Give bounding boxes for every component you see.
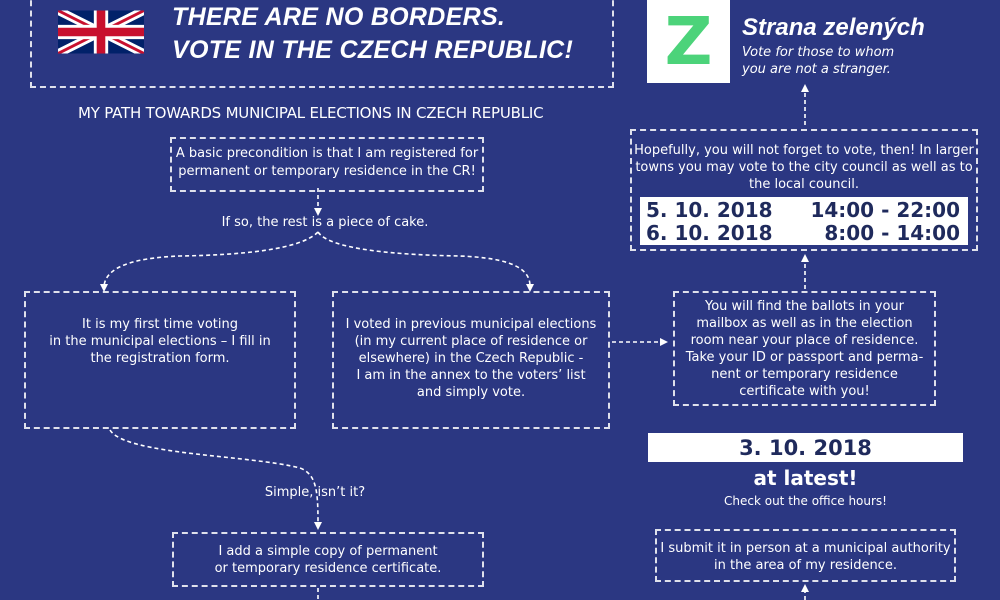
previous-line-3: elsewhere) in the Czech Republic -	[358, 351, 584, 366]
ballots-line-2: mailbox as well as in the election	[696, 316, 913, 331]
previous-line-5: and simply vote.	[416, 385, 526, 400]
headline-line-2: VOTE IN THE CZECH REPUBLIC!	[172, 36, 574, 64]
previous-line-4: I am in the annex to the voters’ list	[356, 368, 586, 383]
reminder-line-1: Hopefully, you will not forget to vote, then! In larger	[634, 143, 974, 158]
first-time-line-2: in the municipal elections – I fill in	[49, 334, 271, 349]
logo-letter: Z	[664, 3, 713, 80]
previous-line-1: I voted in previous municipal elections	[345, 317, 597, 332]
voting-date-2: 6. 10. 2018	[646, 221, 773, 245]
at-latest-label: at latest!	[753, 466, 858, 490]
headline-line-1: THERE ARE NO BORDERS.	[172, 3, 506, 31]
voting-dates-panel	[640, 197, 968, 245]
precondition-line-1: A basic precondition is that I am registered for	[175, 146, 479, 161]
precondition-line-2: permanent or temporary residence in the CR!	[178, 164, 476, 179]
deadline-bar	[648, 433, 963, 462]
voting-time-2: 8:00 - 14:00	[824, 221, 960, 245]
voting-time-1: 14:00 - 22:00	[810, 198, 960, 222]
ballots-line-5: nent or temporary residence	[711, 367, 898, 382]
page-subtitle: MY PATH TOWARDS MUNICIPAL ELECTIONS IN CZECH REPUBLIC	[78, 104, 544, 122]
reminder-line-3: the local council.	[749, 177, 859, 192]
deadline-date: 3. 10. 2018	[739, 436, 872, 460]
if-so-label: If so, the rest is a piece of cake.	[221, 215, 429, 230]
ballots-line-6: certificate with you!	[739, 384, 870, 399]
submit-line-2: in the area of my residence.	[714, 558, 897, 573]
ballots-line-4: Take your ID or passport and perma-	[685, 350, 924, 365]
voting-date-1: 5. 10. 2018	[646, 198, 773, 222]
previous-line-2: (in my current place of residence or	[354, 334, 588, 349]
first-time-line-1: It is my first time voting	[82, 317, 238, 332]
copy-line-2: or temporary residence certificate.	[214, 561, 442, 576]
party-name: Strana zelených	[742, 14, 925, 41]
copy-line-1: I add a simple copy of permanent	[218, 544, 438, 559]
first-time-line-3: the registration form.	[90, 351, 230, 366]
office-hours-label: Check out the office hours!	[724, 494, 887, 508]
ballots-line-1: You will find the ballots in your	[704, 299, 905, 314]
ballots-line-3: room near your place of residence.	[690, 333, 919, 348]
party-tagline-1: Vote for those to whom	[742, 45, 895, 60]
reminder-line-2: towns you may vote to the city council as well as to	[635, 160, 973, 175]
submit-line-1: I submit it in person at a municipal authority	[660, 541, 951, 556]
simple-label: Simple, isn’t it?	[264, 485, 366, 500]
party-tagline-2: you are not a stranger.	[742, 62, 891, 77]
